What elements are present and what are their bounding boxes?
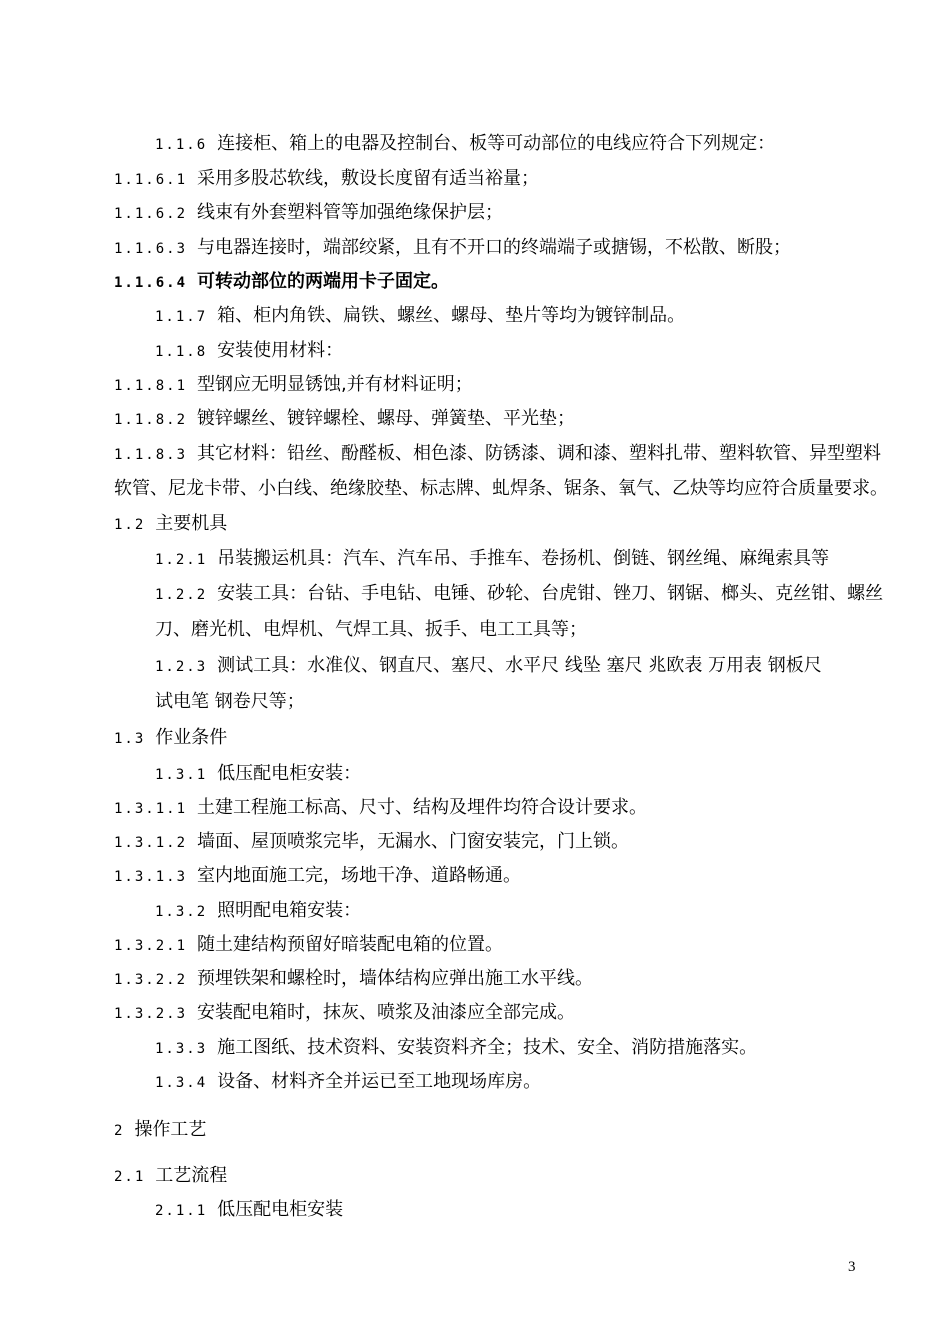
clause-1-1-8-1: 1.1.8.1 型钢应无明显锈蚀,并有材料证明； (114, 374, 473, 395)
section-1-3: 1.3 作业条件 (114, 727, 228, 748)
clause-2-1-1: 2.1.1 低压配电柜安装 (155, 1199, 344, 1220)
clause-1-1-6-3: 1.1.6.3 与电器连接时，端部绞紧，且有不开口的终端端子或搪锡，不松散、断股； (114, 237, 792, 258)
clause-1-2-2-cont: 刀、磨光机、电焊机、气焊工具、扳手、电工工具等； (155, 619, 587, 640)
clause-1-1-8-2: 1.1.8.2 镀锌螺丝、镀锌螺栓、螺母、弹簧垫、平光垫； (114, 408, 576, 429)
clause-1-2-3-cont: 试电笔 钢卷尺等； (155, 691, 305, 712)
clause-1-2-3: 1.2.3 测试工具：水准仪、钢直尺、塞尺、水平尺 线坠 塞尺 兆欧表 万用表 钢板尺 (155, 655, 822, 676)
section-2: 2 操作工艺 (114, 1119, 207, 1140)
clause-1-3-1: 1.3.1 低压配电柜安装： (155, 763, 362, 784)
clause-1-1-6: 1.1.6 连接柜、箱上的电器及控制台、板等可动部位的电线应符合下列规定： (155, 133, 776, 154)
clause-1-3-4: 1.3.4 设备、材料齐全并运已至工地现场库房。 (155, 1071, 542, 1092)
page-number: 3 (848, 1259, 856, 1275)
clause-1-3-1-3: 1.3.1.3 室内地面施工完，场地干净、道路畅通。 (114, 865, 522, 886)
clause-1-3-3: 1.3.3 施工图纸、技术资料、安装资料齐全；技术、安全、消防措施落实。 (155, 1037, 758, 1058)
clause-1-1-8-3: 1.1.8.3 其它材料：铅丝、酚醛板、相色漆、防锈漆、调和漆、塑料扎带、塑料软管、异型塑料 (114, 443, 882, 464)
clause-1-3-2-3: 1.3.2.3 安装配电箱时，抹灰、喷浆及油漆应全部完成。 (114, 1002, 576, 1023)
clause-1-3-2-1: 1.3.2.1 随土建结构预留好暗装配电箱的位置。 (114, 934, 504, 955)
clause-1-1-8: 1.1.8 安装使用材料： (155, 340, 344, 361)
section-2-1: 2.1 工艺流程 (114, 1165, 228, 1186)
clause-1-2-2: 1.2.2 安装工具：台钻、手电钻、电锤、砂轮、台虎钳、锉刀、钢锯、榔头、克丝钳、螺丝 (155, 583, 884, 604)
clause-1-3-2: 1.3.2 照明配电箱安装： (155, 900, 362, 921)
clause-1-1-8-3-cont: 软管、尼龙卡带、小白线、绝缘胶垫、标志牌、虬焊条、锯条、氧气、乙炔等均应符合质量要求。 (114, 478, 888, 499)
clause-1-1-7: 1.1.7 箱、柜内角铁、扁铁、螺丝、螺母、垫片等均为镀锌制品。 (155, 305, 686, 326)
clause-1-2-1: 1.2.1 吊装搬运机具：汽车、汽车吊、手推车、卷扬机、倒链、钢丝绳、麻绳索具等 (155, 548, 830, 569)
clause-1-1-6-4: 1.1.6.4 可转动部位的两端用卡子固定。 (114, 271, 450, 292)
clause-1-1-6-2: 1.1.6.2 线束有外套塑料管等加强绝缘保护层； (114, 202, 504, 223)
clause-1-3-1-2: 1.3.1.2 墙面、屋顶喷浆完毕，无漏水、门窗安装完，门上锁。 (114, 831, 630, 852)
section-1-2: 1.2 主要机具 (114, 513, 228, 534)
clause-1-3-2-2: 1.3.2.2 预埋铁架和螺栓时，墙体结构应弹出施工水平线。 (114, 968, 594, 989)
clause-1-3-1-1: 1.3.1.1 土建工程施工标高、尺寸、结构及埋件均符合设计要求。 (114, 797, 648, 818)
clause-1-1-6-1: 1.1.6.1 采用多股芯软线，敷设长度留有适当裕量； (114, 168, 540, 189)
